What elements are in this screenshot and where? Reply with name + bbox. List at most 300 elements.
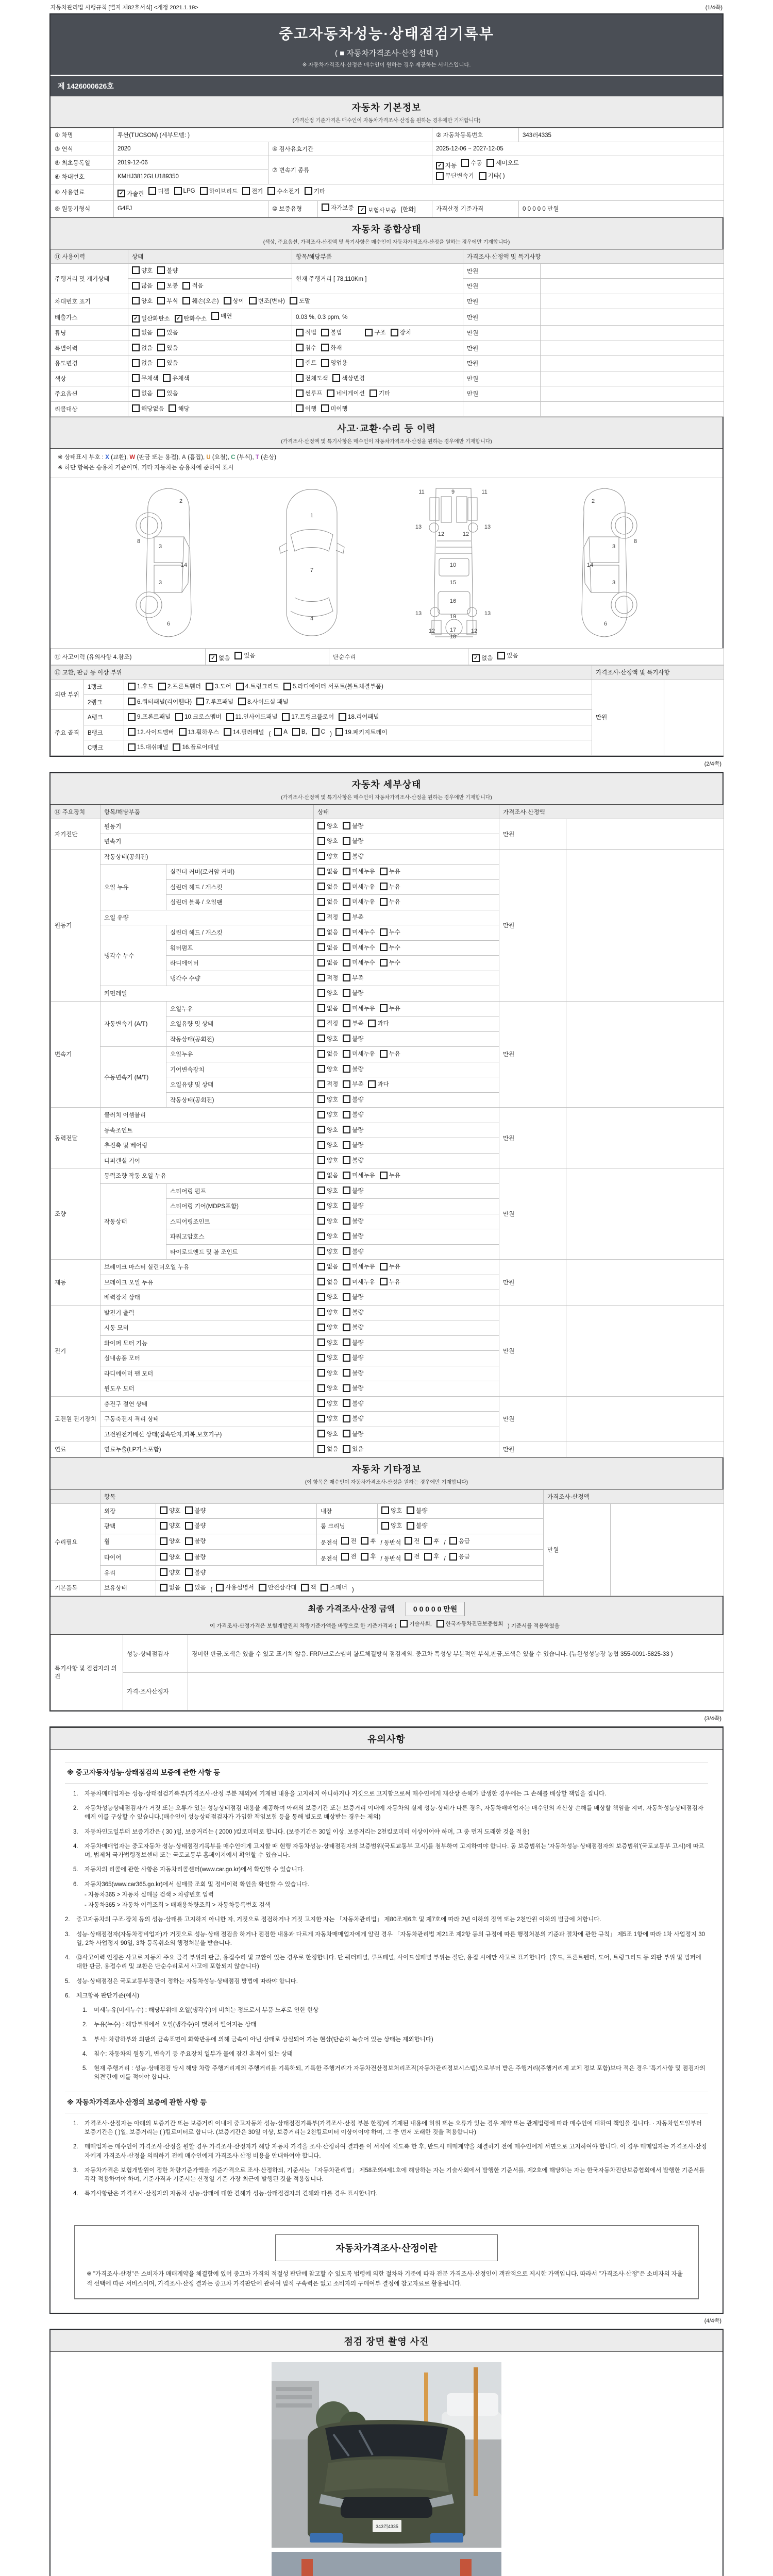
checkbox[interactable] bbox=[497, 652, 505, 659]
checkbox[interactable] bbox=[157, 344, 165, 351]
checkbox-option[interactable]: 무단변속기 bbox=[436, 172, 474, 180]
checkbox-option[interactable]: 양호 bbox=[160, 1568, 180, 1577]
checkbox[interactable] bbox=[400, 1620, 408, 1628]
checkbox-option[interactable]: 없음 bbox=[132, 344, 153, 352]
checkbox-option[interactable]: 양호 bbox=[317, 1035, 338, 1043]
checkbox-option[interactable]: 없음 bbox=[160, 1583, 180, 1591]
checkbox[interactable] bbox=[317, 1156, 325, 1164]
checkbox[interactable] bbox=[158, 683, 166, 690]
checkbox[interactable] bbox=[343, 974, 350, 981]
checkbox-option[interactable]: 없음 bbox=[132, 328, 153, 336]
checkbox[interactable] bbox=[486, 159, 494, 167]
checkbox[interactable] bbox=[216, 1584, 224, 1591]
checkbox[interactable] bbox=[132, 329, 140, 336]
checkbox[interactable] bbox=[343, 1445, 350, 1453]
checkbox-option[interactable]: 불량 bbox=[185, 1521, 206, 1530]
checkbox[interactable] bbox=[132, 344, 140, 351]
checkbox-option[interactable]: 누유 bbox=[380, 1049, 400, 1058]
checkbox-option[interactable]: 양호 bbox=[317, 1232, 338, 1240]
checkbox[interactable] bbox=[317, 852, 325, 860]
checkbox[interactable] bbox=[132, 374, 140, 382]
checkbox[interactable] bbox=[185, 1537, 193, 1545]
checkbox[interactable] bbox=[238, 698, 246, 705]
checkbox[interactable] bbox=[407, 1522, 414, 1530]
checkbox[interactable] bbox=[185, 1506, 193, 1514]
checkbox[interactable] bbox=[292, 728, 300, 736]
checkbox[interactable] bbox=[175, 713, 183, 721]
checkbox[interactable] bbox=[182, 282, 190, 290]
checkbox[interactable]: ✓ bbox=[436, 162, 444, 170]
checkbox-option[interactable]: 양호 bbox=[317, 1141, 338, 1149]
checkbox-option[interactable]: 사용설명서 bbox=[216, 1583, 254, 1591]
checkbox-option[interactable]: 스패너 bbox=[321, 1583, 347, 1591]
checkbox-option[interactable]: 불량 bbox=[185, 1506, 206, 1515]
checkbox-option[interactable]: 7.루프패널 bbox=[196, 698, 233, 706]
checkbox-option[interactable]: 불량 bbox=[343, 1187, 363, 1195]
checkbox[interactable] bbox=[317, 1020, 325, 1027]
checkbox[interactable] bbox=[157, 282, 165, 290]
checkbox-option[interactable]: 불량 bbox=[343, 1035, 363, 1043]
checkbox-option[interactable]: 불량 bbox=[343, 1247, 363, 1256]
checkbox[interactable] bbox=[157, 359, 165, 367]
checkbox-option[interactable]: 불량 bbox=[343, 1065, 363, 1073]
checkbox-option[interactable]: 19.패키지트레이 bbox=[335, 728, 388, 736]
checkbox[interactable] bbox=[343, 1080, 350, 1088]
checkbox-option[interactable]: 14.필러패널 bbox=[224, 728, 264, 736]
checkbox-option[interactable]: 후 bbox=[361, 1537, 376, 1545]
checkbox[interactable] bbox=[322, 204, 329, 211]
checkbox[interactable] bbox=[327, 389, 334, 397]
checkbox[interactable] bbox=[226, 713, 234, 721]
checkbox-option[interactable]: 불량 bbox=[343, 1399, 363, 1408]
checkbox[interactable] bbox=[317, 1324, 325, 1331]
checkbox[interactable] bbox=[283, 683, 291, 690]
checkbox[interactable] bbox=[173, 743, 180, 751]
checkbox[interactable] bbox=[343, 989, 350, 997]
checkbox[interactable] bbox=[343, 1263, 350, 1270]
checkbox[interactable] bbox=[424, 1537, 432, 1545]
checkbox[interactable] bbox=[321, 1584, 328, 1591]
checkbox-option[interactable]: 불량 bbox=[343, 852, 363, 860]
checkbox-option[interactable]: 있음 bbox=[497, 651, 518, 659]
checkbox-option[interactable]: 없음 bbox=[317, 958, 338, 967]
checkbox-option[interactable]: 해당 bbox=[169, 404, 189, 413]
checkbox[interactable] bbox=[343, 1126, 350, 1133]
checkbox-option[interactable]: 적법 bbox=[296, 328, 316, 336]
checkbox-option[interactable]: 미세누유 bbox=[343, 883, 375, 891]
checkbox[interactable] bbox=[160, 1506, 167, 1514]
checkbox-option[interactable]: 불량 bbox=[343, 1141, 363, 1149]
checkbox[interactable] bbox=[200, 187, 208, 195]
checkbox-option[interactable]: 훼손(오손) bbox=[182, 297, 219, 305]
checkbox-option[interactable]: ✓ 보험사보증 bbox=[358, 206, 396, 214]
checkbox[interactable] bbox=[343, 1338, 350, 1346]
checkbox-option[interactable]: 6.쿼터패널(리어휀다) bbox=[128, 698, 192, 706]
checkbox[interactable] bbox=[128, 713, 136, 721]
checkbox-option[interactable]: 누수 bbox=[380, 943, 400, 952]
checkbox-option[interactable]: 누유 bbox=[380, 1262, 400, 1270]
checkbox[interactable] bbox=[282, 713, 290, 721]
checkbox-option[interactable]: ✓ 없음 bbox=[472, 654, 493, 662]
checkbox[interactable] bbox=[479, 172, 486, 180]
checkbox[interactable] bbox=[449, 1537, 457, 1545]
checkbox-option[interactable]: 양호 bbox=[317, 1201, 338, 1210]
checkbox[interactable] bbox=[160, 1568, 167, 1576]
checkbox[interactable] bbox=[380, 883, 388, 890]
checkbox-option[interactable]: 양호 bbox=[317, 1414, 338, 1422]
checkbox-option[interactable]: 화재 bbox=[321, 344, 342, 352]
checkbox[interactable] bbox=[160, 1584, 167, 1591]
checkbox-option[interactable]: 양호 bbox=[317, 1247, 338, 1256]
checkbox-option[interactable]: ✓ 자동 bbox=[436, 161, 457, 170]
checkbox[interactable] bbox=[185, 1568, 193, 1576]
checkbox[interactable] bbox=[380, 943, 388, 951]
checkbox[interactable] bbox=[343, 1308, 350, 1316]
checkbox[interactable] bbox=[343, 852, 350, 860]
checkbox[interactable] bbox=[381, 1506, 389, 1514]
checkbox[interactable] bbox=[343, 1202, 350, 1210]
checkbox[interactable] bbox=[380, 1278, 388, 1285]
checkbox[interactable] bbox=[369, 389, 377, 397]
checkbox[interactable] bbox=[317, 1095, 325, 1103]
checkbox-option[interactable]: 양호 bbox=[317, 1384, 338, 1392]
checkbox-option[interactable]: 양호 bbox=[381, 1506, 402, 1515]
checkbox-option[interactable]: 없음 bbox=[317, 1278, 338, 1286]
checkbox-option[interactable]: 미세누유 bbox=[343, 1049, 375, 1058]
checkbox[interactable] bbox=[424, 1553, 432, 1561]
checkbox-option[interactable]: 불량 bbox=[343, 1430, 363, 1438]
checkbox-option[interactable]: 양호 bbox=[317, 1338, 338, 1347]
checkbox[interactable] bbox=[321, 404, 329, 412]
checkbox[interactable] bbox=[343, 1050, 350, 1058]
checkbox[interactable] bbox=[317, 1278, 325, 1285]
checkbox[interactable] bbox=[160, 1553, 167, 1561]
checkbox[interactable] bbox=[317, 1035, 325, 1042]
checkbox-option[interactable]: 렌트 bbox=[296, 359, 316, 367]
checkbox[interactable] bbox=[341, 1553, 349, 1561]
checkbox[interactable] bbox=[405, 1537, 412, 1545]
checkbox-option[interactable]: 변조(변타) bbox=[249, 297, 285, 305]
checkbox[interactable] bbox=[380, 1172, 388, 1179]
checkbox-option[interactable]: 17.트렁크플로어 bbox=[282, 713, 334, 721]
checkbox[interactable]: ✓ bbox=[209, 654, 217, 662]
checkbox[interactable] bbox=[317, 1111, 325, 1118]
checkbox[interactable] bbox=[380, 1050, 388, 1058]
checkbox-option[interactable]: 미세누유 bbox=[343, 897, 375, 906]
checkbox-option[interactable]: 있음 bbox=[157, 328, 178, 336]
checkbox-option[interactable]: 불량 bbox=[343, 1095, 363, 1104]
checkbox[interactable] bbox=[160, 1522, 167, 1530]
checkbox-option[interactable]: 양호 bbox=[317, 1430, 338, 1438]
checkbox[interactable] bbox=[185, 1584, 193, 1591]
checkbox[interactable] bbox=[343, 1217, 350, 1225]
checkbox-option[interactable]: 불량 bbox=[343, 1308, 363, 1316]
checkbox[interactable] bbox=[343, 1369, 350, 1377]
checkbox[interactable] bbox=[317, 1065, 325, 1073]
checkbox[interactable] bbox=[211, 312, 219, 320]
checkbox[interactable] bbox=[343, 1324, 350, 1331]
checkbox-option[interactable]: 양호 bbox=[317, 1187, 338, 1195]
checkbox-option[interactable]: 미세누수 bbox=[343, 943, 375, 952]
checkbox[interactable] bbox=[343, 1399, 350, 1407]
checkbox[interactable] bbox=[335, 728, 343, 736]
checkbox[interactable] bbox=[267, 187, 275, 195]
checkbox-option[interactable]: 불량 bbox=[343, 1217, 363, 1225]
checkbox-option[interactable]: A bbox=[274, 728, 288, 736]
checkbox-option[interactable]: 후 bbox=[424, 1537, 439, 1545]
checkbox-option[interactable]: 불량 bbox=[343, 989, 363, 997]
checkbox[interactable] bbox=[339, 713, 346, 721]
checkbox-option[interactable]: 없음 bbox=[317, 897, 338, 906]
checkbox-option[interactable]: 있음 bbox=[157, 359, 178, 367]
checkbox[interactable] bbox=[343, 928, 350, 936]
checkbox[interactable] bbox=[179, 728, 187, 736]
checkbox[interactable] bbox=[361, 1537, 368, 1545]
checkbox[interactable] bbox=[343, 1430, 350, 1437]
checkbox-option[interactable]: 누유 bbox=[380, 897, 400, 906]
checkbox-option[interactable]: 유채색 bbox=[163, 374, 189, 382]
checkbox-option[interactable]: 불량 bbox=[185, 1537, 206, 1545]
checkbox[interactable] bbox=[317, 913, 325, 921]
checkbox[interactable] bbox=[317, 1050, 325, 1058]
checkbox-option[interactable]: 미세누유 bbox=[343, 1278, 375, 1286]
checkbox-option[interactable]: 해당없음 bbox=[132, 404, 164, 413]
checkbox[interactable] bbox=[343, 1156, 350, 1164]
checkbox-option[interactable]: 누유 bbox=[380, 1004, 400, 1012]
checkbox[interactable] bbox=[436, 1620, 444, 1628]
checkbox-option[interactable]: 부식 bbox=[157, 297, 178, 305]
checkbox[interactable] bbox=[343, 959, 350, 967]
checkbox[interactable] bbox=[317, 1445, 325, 1453]
checkbox-option[interactable]: 불량 bbox=[343, 1293, 363, 1301]
checkbox[interactable] bbox=[407, 1506, 414, 1514]
checkbox-option[interactable]: 한국자동차진단보증협회 bbox=[436, 1620, 503, 1628]
checkbox-option[interactable]: 없음 bbox=[317, 867, 338, 875]
checkbox-option[interactable]: 양호 bbox=[160, 1506, 180, 1515]
checkbox-option[interactable]: 응급 bbox=[449, 1552, 470, 1561]
checkbox[interactable] bbox=[365, 329, 373, 336]
checkbox-option[interactable]: 10.크로스멤버 bbox=[175, 713, 222, 721]
checkbox[interactable] bbox=[380, 868, 388, 875]
checkbox-option[interactable]: 불량 bbox=[343, 1156, 363, 1164]
checkbox[interactable] bbox=[317, 1430, 325, 1437]
checkbox-option[interactable]: 불량 bbox=[343, 1201, 363, 1210]
checkbox[interactable] bbox=[317, 989, 325, 997]
checkbox[interactable] bbox=[317, 1187, 325, 1194]
checkbox-option[interactable]: 잭 bbox=[301, 1583, 316, 1591]
checkbox[interactable] bbox=[196, 698, 204, 705]
checkbox-option[interactable]: 양호 bbox=[160, 1521, 180, 1530]
checkbox[interactable] bbox=[132, 266, 140, 274]
checkbox[interactable]: ✓ bbox=[132, 315, 140, 323]
checkbox-option[interactable]: 없음 bbox=[132, 359, 153, 367]
checkbox-option[interactable]: C bbox=[312, 728, 325, 736]
checkbox-option[interactable]: 안전삼각대 bbox=[259, 1583, 297, 1591]
checkbox-option[interactable]: 많음 bbox=[132, 281, 153, 290]
checkbox-option[interactable]: 없음 bbox=[317, 1004, 338, 1012]
checkbox-option[interactable]: 누수 bbox=[380, 928, 400, 936]
checkbox-option[interactable]: 양호 bbox=[317, 1399, 338, 1408]
checkbox-option[interactable]: 적정 bbox=[317, 1019, 338, 1027]
checkbox-option[interactable]: 양호 bbox=[317, 1110, 338, 1118]
checkbox-option[interactable]: 9.프론트패널 bbox=[128, 713, 171, 721]
checkbox-option[interactable]: 전 bbox=[405, 1537, 419, 1545]
checkbox[interactable] bbox=[317, 883, 325, 890]
checkbox-option[interactable]: 불량 bbox=[343, 822, 363, 830]
checkbox-option[interactable]: 미세누수 bbox=[343, 928, 375, 936]
checkbox-option[interactable]: 불량 bbox=[343, 1323, 363, 1331]
checkbox[interactable] bbox=[343, 883, 350, 890]
checkbox[interactable] bbox=[343, 913, 350, 921]
checkbox[interactable] bbox=[132, 359, 140, 367]
checkbox-option[interactable]: 불량 bbox=[343, 1353, 363, 1362]
checkbox[interactable] bbox=[174, 187, 182, 195]
checkbox[interactable] bbox=[128, 743, 136, 751]
checkbox-option[interactable]: 미이행 bbox=[321, 404, 347, 413]
checkbox[interactable] bbox=[317, 1232, 325, 1240]
checkbox[interactable] bbox=[341, 1537, 349, 1545]
checkbox-option[interactable]: 불량 bbox=[343, 837, 363, 845]
checkbox[interactable] bbox=[343, 1354, 350, 1362]
checkbox-option[interactable]: 보통 bbox=[157, 281, 178, 290]
checkbox[interactable] bbox=[317, 822, 325, 829]
checkbox[interactable] bbox=[163, 374, 171, 382]
checkbox[interactable] bbox=[296, 389, 304, 397]
checkbox-option[interactable]: 적정 bbox=[317, 974, 338, 982]
checkbox-option[interactable]: 있음 bbox=[185, 1583, 206, 1591]
checkbox-option[interactable]: 기술사회, bbox=[400, 1620, 432, 1628]
checkbox[interactable] bbox=[259, 1584, 266, 1591]
checkbox-option[interactable]: 하이브리드 bbox=[200, 187, 238, 195]
checkbox-option[interactable]: 불량 bbox=[343, 1110, 363, 1118]
checkbox-option[interactable]: 양호 bbox=[160, 1553, 180, 1561]
checkbox-option[interactable]: 매연 bbox=[211, 312, 232, 320]
checkbox[interactable] bbox=[343, 1232, 350, 1240]
checkbox-option[interactable]: 없음 bbox=[317, 1049, 338, 1058]
checkbox[interactable] bbox=[206, 683, 213, 690]
checkbox-option[interactable]: 부족 bbox=[343, 1080, 363, 1088]
checkbox[interactable] bbox=[381, 1522, 389, 1530]
checkbox-option[interactable]: 양호 bbox=[317, 1323, 338, 1331]
checkbox-option[interactable]: 전 bbox=[405, 1552, 419, 1561]
checkbox[interactable] bbox=[224, 297, 231, 304]
checkbox-option[interactable]: 응급 bbox=[449, 1537, 470, 1545]
checkbox[interactable] bbox=[249, 297, 257, 304]
checkbox-option[interactable]: 없음 bbox=[317, 943, 338, 952]
checkbox-option[interactable]: 부족 bbox=[343, 1019, 363, 1027]
checkbox-option[interactable]: 양호 bbox=[317, 1065, 338, 1073]
checkbox-option[interactable]: 적정 bbox=[317, 913, 338, 921]
checkbox[interactable] bbox=[296, 374, 304, 382]
checkbox[interactable] bbox=[317, 928, 325, 936]
checkbox-option[interactable]: 미세누유 bbox=[343, 867, 375, 875]
checkbox[interactable] bbox=[405, 1553, 412, 1561]
checkbox-option[interactable]: 양호 bbox=[160, 1537, 180, 1545]
checkbox[interactable] bbox=[343, 822, 350, 829]
checkbox[interactable] bbox=[234, 652, 242, 659]
checkbox[interactable] bbox=[343, 943, 350, 951]
checkbox[interactable] bbox=[343, 1141, 350, 1149]
checkbox-option[interactable]: 8.사이드실 패널 bbox=[238, 698, 288, 706]
checkbox[interactable] bbox=[380, 928, 388, 936]
checkbox-option[interactable]: 누수 bbox=[380, 958, 400, 967]
checkbox[interactable] bbox=[317, 1354, 325, 1362]
checkbox[interactable]: ✓ bbox=[472, 654, 480, 662]
checkbox-option[interactable]: 구조 bbox=[365, 328, 385, 336]
checkbox-option[interactable]: 수소전기 bbox=[267, 187, 299, 195]
checkbox-option[interactable]: 5.라디에이터 서포트(볼트체결부품) bbox=[283, 682, 383, 690]
checkbox-option[interactable]: 불량 bbox=[343, 1414, 363, 1422]
checkbox-option[interactable]: 양호 bbox=[132, 297, 153, 305]
checkbox[interactable] bbox=[305, 187, 312, 195]
checkbox-option[interactable]: 불량 bbox=[343, 1338, 363, 1347]
checkbox-option[interactable]: 없음 bbox=[317, 1262, 338, 1270]
checkbox-option[interactable]: 양호 bbox=[317, 989, 338, 997]
checkbox[interactable] bbox=[317, 959, 325, 967]
checkbox-option[interactable]: 전 bbox=[341, 1552, 356, 1561]
checkbox-option[interactable]: 불량 bbox=[343, 1369, 363, 1377]
checkbox-option[interactable]: 16.플로어패널 bbox=[173, 743, 219, 751]
checkbox[interactable] bbox=[157, 329, 165, 336]
checkbox[interactable] bbox=[317, 1141, 325, 1149]
checkbox-option[interactable]: 기타 bbox=[369, 389, 390, 397]
checkbox[interactable] bbox=[160, 1537, 167, 1545]
checkbox-option[interactable]: 전체도색 bbox=[296, 374, 328, 382]
checkbox[interactable] bbox=[343, 1415, 350, 1422]
checkbox[interactable] bbox=[274, 728, 282, 736]
checkbox-option[interactable]: 양호 bbox=[317, 1293, 338, 1301]
checkbox[interactable] bbox=[321, 359, 329, 367]
checkbox[interactable] bbox=[317, 943, 325, 951]
checkbox-option[interactable]: 적음 bbox=[182, 281, 203, 290]
checkbox-option[interactable]: 불량 bbox=[343, 1384, 363, 1392]
checkbox-option[interactable]: 적정 bbox=[317, 1080, 338, 1088]
checkbox-option[interactable]: 18.리어패널 bbox=[339, 713, 379, 721]
checkbox-option[interactable]: 자가보증 bbox=[322, 204, 354, 212]
checkbox[interactable]: ✓ bbox=[175, 315, 182, 323]
checkbox-option[interactable]: 누유 bbox=[380, 883, 400, 891]
checkbox-option[interactable]: 11.인사이드패널 bbox=[226, 713, 278, 721]
checkbox[interactable] bbox=[380, 959, 388, 967]
checkbox[interactable] bbox=[182, 297, 190, 304]
checkbox-option[interactable]: 양호 bbox=[317, 837, 338, 845]
checkbox[interactable] bbox=[128, 728, 136, 736]
checkbox[interactable] bbox=[317, 974, 325, 981]
checkbox-option[interactable]: 있음 bbox=[234, 651, 255, 659]
checkbox-option[interactable]: 1.후드 bbox=[128, 682, 154, 690]
checkbox[interactable] bbox=[185, 1522, 193, 1530]
checkbox[interactable] bbox=[321, 329, 329, 336]
checkbox-option[interactable]: 기타 bbox=[305, 187, 325, 195]
checkbox-option[interactable]: 양호 bbox=[132, 266, 153, 275]
checkbox-option[interactable]: 네비게이션 bbox=[327, 389, 365, 397]
checkbox[interactable] bbox=[361, 1553, 368, 1561]
checkbox-option[interactable]: 불량 bbox=[343, 1232, 363, 1240]
checkbox[interactable] bbox=[343, 1020, 350, 1027]
checkbox[interactable] bbox=[128, 683, 136, 690]
checkbox-option[interactable]: 13.휠하우스 bbox=[179, 728, 219, 736]
checkbox-option[interactable]: 부족 bbox=[343, 974, 363, 982]
checkbox[interactable] bbox=[343, 1247, 350, 1255]
checkbox-option[interactable]: 불법 bbox=[321, 328, 342, 336]
checkbox[interactable] bbox=[132, 282, 140, 290]
checkbox-option[interactable]: 미세누수 bbox=[343, 958, 375, 967]
checkbox[interactable] bbox=[317, 1247, 325, 1255]
checkbox[interactable] bbox=[317, 1004, 325, 1012]
checkbox-option[interactable]: 있음 bbox=[157, 344, 178, 352]
checkbox[interactable] bbox=[296, 359, 304, 367]
checkbox[interactable] bbox=[343, 1095, 350, 1103]
